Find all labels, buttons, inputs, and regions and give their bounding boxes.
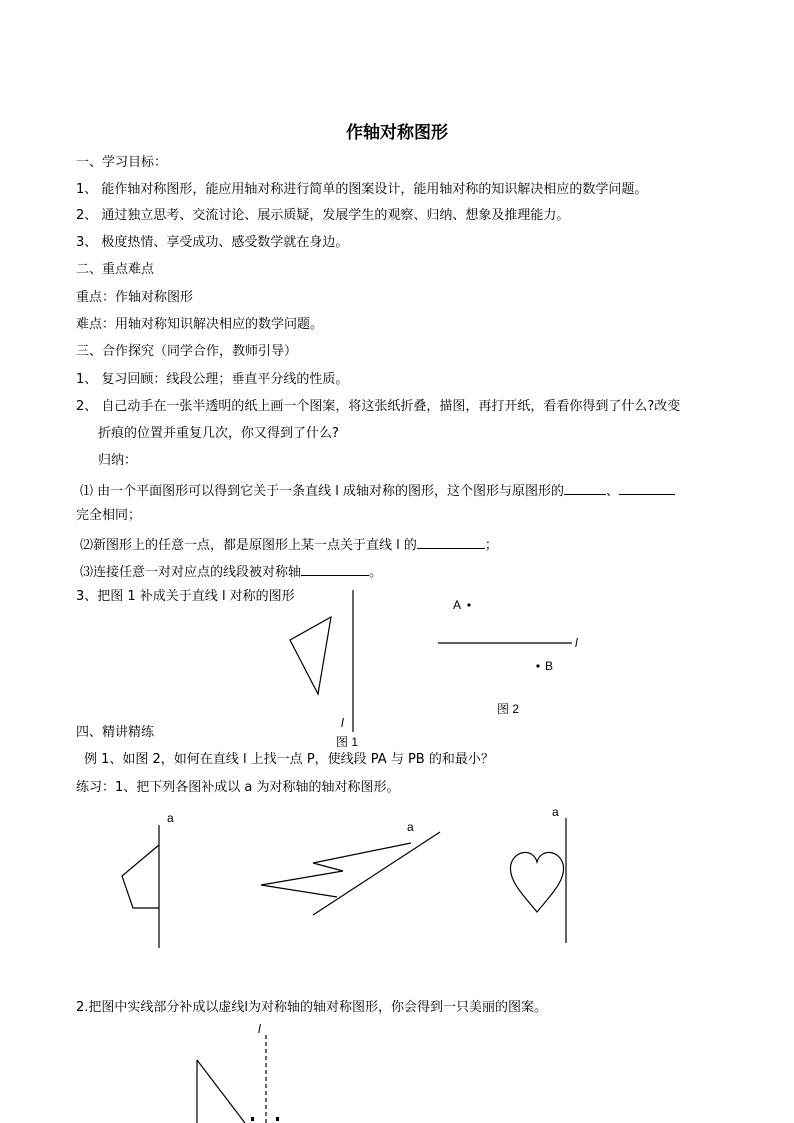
section-heading-key-points: 二、重点难点 xyxy=(76,262,155,277)
practice-2-axis-label: l xyxy=(258,1022,261,1036)
practice-2-figure xyxy=(197,1035,279,1123)
practice-axis-2 xyxy=(313,832,440,915)
example-1: 例 1、如图 2，如何在直线 l 上找一点 P，使线段 PA 与 PB 的和最小？ xyxy=(84,752,494,767)
task-2-line-1: 2、 自己动手在一张半透明的纸上画一个图案，将这张纸折叠，描图，再打开纸，看看你得到了什么?改变 xyxy=(76,399,681,414)
summary-1-text: ⑴ 由一个平面图形可以得到它关于一条直线 l 成轴对称的图形，这个图形与原图形的 xyxy=(80,484,565,499)
figure-2 xyxy=(438,603,572,667)
figure-2-point-b xyxy=(536,664,539,667)
figure-1-triangle xyxy=(290,617,331,694)
key-point: 重点：作轴对称图形 xyxy=(76,290,194,305)
section-heading-inquiry: 三、合作探究（同学合作，教师引导） xyxy=(76,344,298,359)
practice-figure-pentagon xyxy=(122,825,159,948)
practice-figure-zigzag xyxy=(261,832,440,915)
review-item: 1、 复习回顾：线段公理；垂直平分线的性质。 xyxy=(76,372,349,387)
summary-label: 归纳： xyxy=(98,453,138,468)
figure-1-caption: 图 1 xyxy=(336,735,359,749)
practice-axis-1-label: a xyxy=(167,811,174,825)
practice-axis-2-label: a xyxy=(407,820,414,834)
figure-1 xyxy=(290,590,353,732)
section-heading-goals: 一、学习目标： xyxy=(76,155,168,170)
figure-2-caption: 图 2 xyxy=(497,702,520,716)
summary-1-separator: 、 xyxy=(606,484,620,499)
solid-mark xyxy=(276,1117,279,1121)
figure-2-label-a: A xyxy=(453,598,462,612)
summary-2-text: ⑵新图形上的任意一点，都是原图形上某一点关于直线 l 的 xyxy=(80,538,417,553)
practice-1: 练习：1、把下列各图补成以 a 为对称轴的轴对称图形。 xyxy=(76,780,400,795)
page-title: 作轴对称图形 xyxy=(346,123,448,143)
solid-mark xyxy=(251,1117,254,1121)
figure-2-label-b: B xyxy=(545,659,554,673)
figure-2-line-label: l xyxy=(575,636,578,650)
task-3: 3、把图 1 补成关于直线 l 对称的图形 xyxy=(76,589,295,604)
goal-3: 3、 极度热情、享受成功、感受数学就在身边。 xyxy=(76,235,349,250)
zigzag-shape xyxy=(261,843,411,897)
goal-1: 1、 能作轴对称图形，能应用轴对称进行简单的图案设计，能用轴对称的知识解决相应的数学问题。 xyxy=(76,182,648,197)
goal-2: 2、 通过独立思考、交流讨论、展示质疑，发展学生的观察、归纳、想象及推理能力。 xyxy=(76,208,570,223)
solid-line-diagonal xyxy=(197,1060,245,1123)
practice-figure-heart xyxy=(510,818,566,943)
heart-shape xyxy=(510,852,563,912)
practice-axis-3-label: a xyxy=(552,805,559,819)
difficulty: 难点：用轴对称知识解决相应的数学问题。 xyxy=(76,317,324,332)
figure-1-line-label: l xyxy=(341,716,344,730)
summary-1-continued: 完全相同； xyxy=(76,508,142,523)
summary-3-end: 。 xyxy=(369,565,383,580)
practice-2: 2.把图中实线部分补成以虚线l为对称轴的轴对称图形，你会得到一只美丽的图案。 xyxy=(76,1000,548,1015)
summary-2-end: ； xyxy=(484,538,498,553)
task-2-line-2: 折痕的位置并重复几次，你又得到了什么? xyxy=(98,426,339,441)
section-heading-practice: 四、精讲精练 xyxy=(76,725,155,740)
half-pentagon xyxy=(122,845,159,908)
summary-3-text: ⑶连接任意一对对应点的线段被对称轴 xyxy=(80,565,302,580)
figure-2-point-a xyxy=(467,603,470,606)
